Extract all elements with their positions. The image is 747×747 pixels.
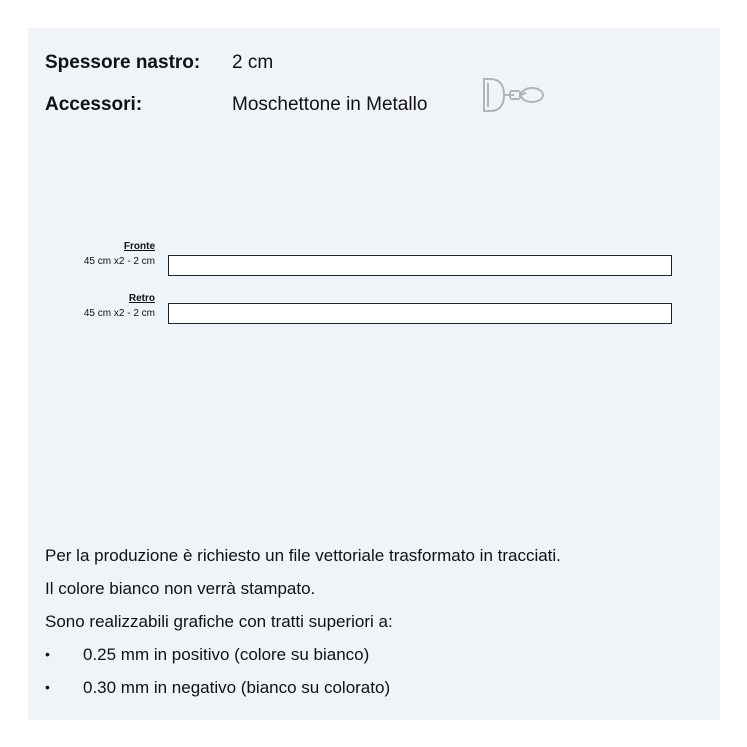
carabiner-clip-icon bbox=[480, 73, 546, 117]
back-strip-label bbox=[28, 291, 155, 321]
bullet-text-positive: 0.25 mm in positivo (colore su bianco) bbox=[83, 645, 370, 664]
tape-thickness-row bbox=[45, 52, 273, 74]
front-strip-title: Fronte bbox=[123, 241, 155, 252]
front-strip-label bbox=[28, 239, 155, 269]
note-stroke-requirements: Sono realizzabili grafiche con tratti superiori a: bbox=[45, 612, 393, 631]
note-white-not-printed: Il colore bianco non verrà stampato. bbox=[45, 579, 316, 598]
front-strip-size: 45 cm x2 - 2 cm bbox=[83, 256, 155, 267]
list-item bbox=[45, 638, 561, 671]
front-strip-box bbox=[168, 255, 672, 276]
spec-panel bbox=[28, 28, 720, 720]
back-strip-size: 45 cm x2 - 2 cm bbox=[83, 308, 155, 319]
accessories-label: Accessori: bbox=[45, 94, 143, 115]
bullet-icon: • bbox=[45, 679, 50, 695]
bullet-icon: • bbox=[45, 646, 50, 662]
accessories-value: Moschettone in Metallo bbox=[232, 94, 428, 115]
note-vector-file: Per la produzione è richiesto un file vettoriale trasformato in tracciati. bbox=[45, 546, 561, 565]
tape-thickness-value: 2 cm bbox=[232, 52, 274, 73]
bullet-text-negative: 0.30 mm in negativo (bianco su colorato) bbox=[83, 678, 391, 697]
accessories-row bbox=[45, 94, 427, 116]
back-strip-box bbox=[168, 303, 672, 324]
production-notes bbox=[45, 539, 561, 704]
list-item bbox=[45, 671, 561, 704]
back-strip-title: Retro bbox=[128, 293, 155, 304]
tape-thickness-label: Spessore nastro: bbox=[45, 52, 201, 73]
